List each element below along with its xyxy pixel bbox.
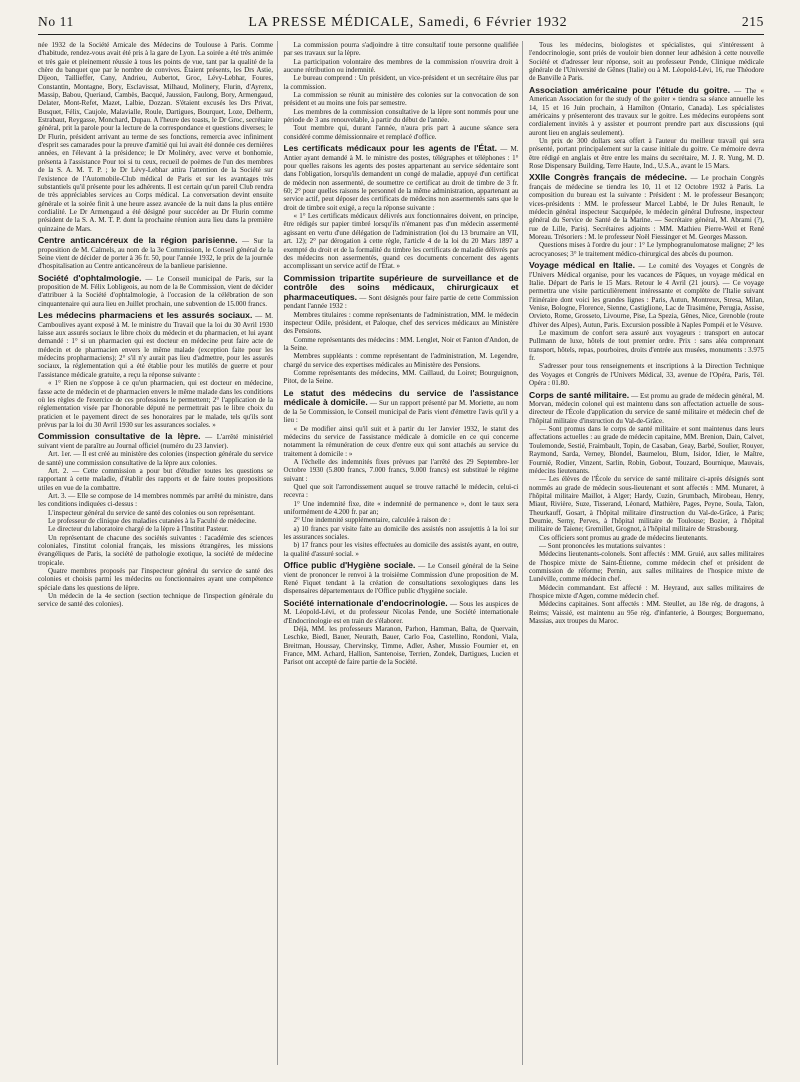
- article-quote: « De modifier ainsi qu'il suit et à partir du 1er Janvier 1932, le statut des médecins du service de l'assistance médicale à domicile en ce qui concerne notamment la rémunération de ceux d'entre eux qui sont attachés au service du traitement à domicile : »: [283, 424, 519, 458]
- article-paragraph: Tout membre qui, durant l'année, n'aura pris part à aucune séance sera considéré comme démissionnaire et remplacé d'office.: [283, 124, 519, 141]
- article-paragraph: 2° Une indemnité supplémentaire, calculée à raison de :: [293, 516, 451, 525]
- article-association-goitre: [529, 86, 764, 171]
- article-paragraph: Questions mises à l'ordre du jour : 1° Le lymphogranulomatose maligne; 2° les acrocyanoses; 3° le traitement médico-chirurgical des abcès du poumon.: [529, 241, 764, 258]
- article-statut-medecins: [284, 389, 519, 558]
- article-body: — Le prochain Congrès français de médecine se tiendra les 10, 11 et 12 Octobre 1932 à Paris. La composition du bureau est la suivante : Président : M. le professeur Besançon; vices-présidents : MM. le professeur Marcel Labbé, le Dr Jules Renault, le médecin général inspecteur Sacquépée, le médecin général Dufresne, inspecteur général du Service de Santé de la Marine. — Secrétaire général, M. Abrami (?), rue de Lille, Paris). Secrétaires adjoints : MM. Mathieu Pierre-Weil et René Moreau. Trésoriers : M. le professeur Noël Fiessinger et M. Georges Masson.: [529, 174, 764, 242]
- article-paragraph: Médecins capitaines. Sont affectés : MM. Steullet, au 18e rég. de dragons, à Reims; Vaissié, est maintenu au 95e rég. d'infanterie, à Bourges; Borguemano, Massias, aux troupes du Maroc.: [529, 600, 764, 626]
- article-paragraph: b) 17 francs pour les visites effectuées au domicile des assistés ayant, en outre, la qualité d'assuré social. »: [283, 541, 519, 558]
- article-voyage-italie: [529, 261, 764, 387]
- article-title: Société internationale d'endocrinologie.: [283, 597, 448, 608]
- article-commission-tripartite: [284, 274, 519, 386]
- article-paragraph: — Sont promus dans le corps de santé militaire et sont maintenus dans leurs affectations actuelles : au grade de médecin capitaine, MM. Brenion, Dain, Calvet, Toulemonde, Sestié, Fraimbault, Topin, de Casaban, Geay, Barbé, Soulier, Rouyer, Raymond, Sarda, Verney, Blondel, Baumelou, Blum, Isidor, Idier, le Maître, Fournié, Rodier, Vinzent, Sarlin, Robin, Gobout, Touzard, Bournique, Mauvais, médecins lieutenants.: [529, 425, 764, 475]
- article-paragraph: Le directeur du laboratoire chargé de la lèpre à l'Institut Pasteur.: [48, 525, 229, 534]
- article-body: — M. Antier ayant demandé à M. le ministre des postes, télégraphes et téléphones : 1° pour quelles raisons les agents des postes appartenant au service sédentaire sont dans l'obligation, lorsqu'ils demandent un congé de maladie, appuyé d'un certificat de médecin non assermenté, de soumettre ce certificat au droit de timbre de 3 fr. 60; 2° pour quelles raisons le personnel de la même administration, appartenant au service actif, peut déposer des certificats de médecins non assermentés sans que le droit de timbre soit exigé, a reçu la réponse suivante :: [283, 145, 519, 212]
- article-title: XXIIe Congrès français de médecine.: [529, 172, 687, 183]
- page-header: [38, 14, 764, 35]
- article-title: Les médecins pharmaciens et les assurés sociaux.: [38, 310, 253, 321]
- article-title: Association américaine pour l'étude du goitre.: [529, 84, 730, 95]
- article-paragraph: Un prix de 300 dollars sera offert à l'auteur du meilleur travail qui sera présenté, portant principalement sur la cause initiale du goitre. Ce mémoire devra être rédigé en anglais et être entre les mains du secrétaire, M. J. R. Yung, M. D. Rose Dispensary Building, Terre Haute, Ind., U.S.A., avant le 15 Mars.: [529, 137, 764, 171]
- article-commission-lepre: [38, 432, 273, 608]
- article-medecins-pharmaciens: [38, 311, 273, 429]
- article-paragraph: Tous les médecins, biologistes et spécialistes, qui s'intéressent à l'endocrinologie, sont priés de vouloir bien donner leur adhésion à cette nouvelle Société et d'adresser leur réponse, soit au professeur Pende, Clinique médicale générale de l'Université de Gênes (Italie) ou à M. Léopold-Lévi, 16, rue Théodore de Banville à Paris.: [529, 41, 764, 83]
- article-paragraph: La participation volontaire des membres de la commission n'ouvrira droit à aucune rétribution ou indemnité.: [283, 57, 519, 75]
- article-quote: « 1° Les certificats médicaux délivrés aux fonctionnaires doivent, en principe, être rédigés sur papier timbré lorsqu'ils n'émanent pas d'un médecin assermenté agissant en vertu d'une délégation de l'administration (loi du 13 brumaire an VII, art. 12); 2° par dérogation à cette règle, l'article 4 de la loi du 20 Mars 1897 a exempté du droit et de la formalité du timbre les certificats de maladie délivrés par des médecins non assermentés, quand ces documents concernent des agents accomplissant un service actif de l'État. »: [283, 212, 519, 271]
- article-paragraph: Un représentant de chacune des sociétés suivantes : l'académie des sciences coloniales, l'institut colonial français, les missions étrangères, les missions évangéliques de Paris, la société de pathologie exotique, la société de médecine tropicale.: [38, 533, 273, 567]
- article-paragraph: Le bureau comprend : Un président, un vice-président et un secrétaire élus par la commission.: [283, 74, 519, 91]
- page-number: 215: [741, 14, 764, 29]
- column-2: [277, 41, 519, 1065]
- article-paragraph: Art. 1er. — Il est créé au ministère des colonies (inspection générale du service de santé) une commission consultative de la lèpre aux colonies.: [38, 450, 273, 467]
- article-paragraph: Quel que soit l'arrondissement auquel se trouve rattaché le médecin, celui-ci recevra :: [283, 483, 519, 500]
- article-body: — Le Conseil municipal de Paris, sur la proposition de M. Félix Lobligeois, au nom de la 8e Commission, vient de décider d'attribuer à la Société d'ophtalmologie, à l'occasion de la célébration de son cinquantenaire qui aura lieu en Juillet prochain, une subvention de 15.000 francs.: [38, 274, 273, 308]
- issue-number: No 11: [38, 14, 74, 29]
- article-paragraph: La commission se réunit au ministère des colonies sur la convocation de son président et au moins une fois par semestre.: [283, 91, 519, 108]
- article-body: — M. Camboulives ayant exposé à M. le ministre du Travail que la loi du 30 Avril 1930 laisse aux assurés sociaux le libre choix du médecin et du pharmacien, et lui ayant demandé : 1° si un pharmacien qui est docteur en médecine peut faire acte de médecin et de pharmacien envers le même malade (exception faite pour les médecins propharmaciens); 2° s'il n'y aurait pas lieu d'admettre, pour les assurés sociaux, la réglementation qui a été établie pour les mutilés de guerre et pour l'assistance médicale gratuite, a reçu la réponse suivante :: [38, 312, 273, 379]
- masthead-title: LA PRESSE MÉDICALE, Samedi, 6 Février 1932: [248, 15, 568, 30]
- column-3: [522, 41, 764, 1065]
- article-body: — Le Conseil général de la Seine vient de prononcer le renvoi à la troisième Commission d'une proposition de M. René Fiquet tendant à la création de consultations sexologiques dans les dispensaires départementaux de l'Office public d'hygiène sociale.: [283, 562, 519, 596]
- column-1: [38, 41, 273, 1065]
- article-title: Commission tripartite supérieure de surveillance et de contrôle des soins médicaux, chirurgicaux et pharmaceutiques.: [283, 272, 519, 302]
- article-paragraph: Le professeur de clinique des maladies cutanées à la Faculté de médecine.: [48, 516, 257, 525]
- article-title: Société d'ophtalmologie.: [38, 272, 142, 283]
- article-paragraph: 1° Une indemnité fixe, dite « indemnité de permanence », dont le taux sera uniformément de 4.200 fr. par an;: [283, 499, 519, 517]
- article-paragraph: L'inspecteur général du service de santé des colonies ou son représentant.: [48, 508, 255, 517]
- article-title: Office public d'Hygiène sociale.: [283, 560, 416, 571]
- article-title: Le statut des médecins du service de l'assistance médicale à domicile.: [283, 387, 519, 408]
- article-paragraph: Comme représentants des médecins : MM. Lenglet, Noir et Fanton d'Andon, de la Seine.: [283, 335, 519, 353]
- article-paragraph: Art. 2. — Cette commission a pour but d'étudier toutes les questions se rapportant à cette maladie, d'établir des rapports et de faire toutes propositions utiles en vue de la combattre.: [38, 466, 273, 492]
- article-paragraph: Déjà, MM. les professeurs Maranon, Parhon, Hamman, Balta, de Quervain, Leschke, Biedl, Bauer, Neurath, Bauer, Carlo Foa, Castellino, Rondoni, Viala, Breitman, Houssay, Chervinsky, Timme, Adler, Asher, Mussio Fournier et, en France, MM. Achard, Hallion, Santenoise, Terrien, Zondek, Dartigues, Lucien et Parisot ont accepté de faire partie de la Société.: [283, 625, 519, 667]
- article-title: Voyage médical en Italie.: [529, 260, 635, 271]
- article-paragraph: — Les élèves de l'École du service de santé militaire ci-après désignés sont nommés au grade de médecin sous-lieutenant et sont affectés : MM. Munaret, à l'hôpital militaire Maillot, à Alger; Hardy, Cuzin, Grumbach, Mirobeau, Henry, Miaut, Rivière, Suze, Tisserand, Léonard, Mathière, Pages, Peyne, Soula, Talon, Theurkauff, Gosart, à l'hôpital militaire d'instruction du Val-de-Grâce, à Paris; Deumie, Serny, Perves, à l'hôpital militaire de Toulouse; Bozier, à l'hôpital militaire de Taiene; Gremillet, Grognot, à l'hôpital militaire de Strasbourg.: [529, 475, 764, 534]
- article-paragraph: A l'échelle des indemnités fixes prévues par l'arrêté des 29 Septembre-1er Octobre 1930 (5.800 francs, 7.000 francs, 9.000 francs) est substitué le régime suivant :: [283, 458, 519, 483]
- article-quote: « 1° Rien ne s'oppose à ce qu'un pharmacien, qui est docteur en médecine, fasse acte de médecin et de pharmacien envers le même malade dans les conditions où les règles de l'exercice de ces professions le permettent; 2° l'application de la réglementation visée par l'honorable député ne permettrait pas le libre choix du praticien et le payement direct de ses honoraires par le malade, tels qu'ils sont prévus par la loi du 30 Avril 1930 sur les assurances sociales. »: [38, 379, 273, 429]
- article-paragraph: Quatre membres proposés par l'inspecteur général du service de santé des colonies et choisis parmi les médecins ou fonctionnaires ayant une compétence spéciale dans les questions de lèpre.: [38, 566, 273, 592]
- article-paragraph: La commission pourra s'adjoindre à titre consultatif toute personne qualifiée par ses travaux sur la lèpre.: [283, 41, 519, 58]
- article-paragraph: Art. 3. — Elle se compose de 14 membres nommés par arrêté du ministre, dans les conditions indiquées ci-dessus :: [38, 491, 273, 509]
- article-societe-ophtalmologie: [38, 274, 273, 309]
- article-paragraph: Les membres de la commission consultative de la lèpre sont nommés pour une période de 3 ans renouvelable, à partir du début de l'année.: [283, 107, 519, 125]
- article-societe-endocrinologie: [284, 599, 519, 667]
- article-centre-anticancereux: [38, 236, 273, 271]
- article-paragraph: Médecin commandant. Est affecté : M. Heyraud, aux salles militaires de l'hospice mixte d'Agen, comme médecin chef.: [529, 583, 764, 600]
- article-title: Les certificats médicaux pour les agents de l'État.: [283, 143, 498, 154]
- article-paragraph: — Sont prononcées les mutations suivantes :: [539, 541, 666, 550]
- article-body: — L'arrêté ministériel suivant vient de paraître au Journal officiel (numéro du 23 Janvier).: [38, 433, 273, 450]
- article-body: — Sous les auspices de M. Léopold-Lévi, et du professeur Nicolas Pende, une Société internationale d'Endocrinologie est en train de s'élaborer.: [283, 599, 519, 625]
- article-paragraph: Membres titulaires : comme représentants de l'administration, MM. le médecin inspecteur Odile, président, et Paloque, chef des services médicaux au Ministère des Pensions.: [283, 310, 519, 336]
- article-paragraph: Membres suppléants : comme représentant de l'administration, M. Legendre, chargé du service des expertises médicales au Ministère des Pensions.: [283, 352, 519, 369]
- article-paragraph: Comme représentants des médecins, MM. Caillaud, du Loiret; Bourguignon, Pitot, de la Seine.: [283, 369, 519, 386]
- article-body: — Est promu au grade de médecin général, M. Morvan, médecin colonel qui est maintenu dans son affectation actuelle de sous-directeur de l'École d'application du service de santé militaire et médecin chef de l'hôpital militaire d'instruction du Val-de-Grâce.: [529, 391, 764, 425]
- article-paragraph: Le maximum de confort sera assuré aux voyageurs : transport en autocar Pullmann de luxe, hôtels de tout premier ordre. Prix : sans aléa comprenant transport, hôtels, repas, pourboires, droits d'entrée aux musées, monuments : 3.975 fr.: [529, 329, 764, 363]
- article-body: — Le comité des Voyages et Congrès de l'Univers Médical organise, pour les vacances de Pâques, un voyage médical en Italie. Départ de Paris le 15 Mars. Retour le 4 Avril (21 jours). — Ce voyage permettra une visite particulièrement intéressante et complète de l'Italie suivant l'itinéraire dont voici les grandes lignes : Paris, Autun, Montreux, Stresa, Milan, Venise, Bologne, Florence, Sienne, Castiglione, Lac de Trasimène, Perugia, Assise, Orvieto, Rome, Grosseto, Livourne, Pise, La Spezia, Gênes, Nice, Grenoble (route d'hiver des Alpes), Autun, Paris. Excursion possible à Naples Pompéi et le Vésuve.: [529, 262, 764, 329]
- article-paragraph: a) 10 francs par visite faite au domicile des assistés non assujettis à la loi sur les assurances sociales.: [283, 524, 519, 542]
- article-paragraph: Un médecin de la 4e section (section technique de l'inspection générale du service de santé des colonies).: [38, 592, 273, 609]
- article-title: Corps de santé militaire.: [529, 389, 630, 400]
- article-body: — Sur la proposition de M. Calmels, au nom de la 3e Commission, le Conseil général de la Seine vient de décider de porter à 36 fr. 50, pour l'année 1932, le prix de la journée d'hospitalisation au Centre anticancéreux de la banlieue parisienne.: [38, 236, 273, 271]
- article-paragraph: Ces officiers sont promus au grade de médecins lieutenants.: [539, 533, 708, 542]
- article-certificats-medicaux: [284, 144, 519, 270]
- newspaper-page: [38, 14, 764, 1070]
- article-congres-medecine: [529, 173, 764, 258]
- article-paragraph: Médecins lieutenants-colonels. Sont affectés : MM. Gruié, aux salles militaires de l'hospice mixte de Saint-Étienne, comme médecin chef et président de commission de réforme; Pernin, aux salles militaires de l'hospice mixte de Lunéville, comme médecin chef.: [529, 550, 764, 584]
- article-body: — Sont désignés pour faire partie de cette Commission pendant l'année 1932 :: [283, 293, 519, 311]
- article-body: — The « American Association for the study of the goiter » tiendra sa séance annuelle les 14, 15 et 16 Juin prochain, à Hamilton (Ontario, Canada). Les spécialistes américains y présenteront des travaux sur le goitre. Les médecins européens sont cordialement invités à y assister et pourront prendre part aux discussions (qui auront lieu en anglais seulement).: [529, 86, 764, 137]
- article-body: — Sur un rapport présenté par M. Moriette, au nom de la 5e Commission, le Conseil municipal de Paris vient d'émettre l'avis qu'il y a lieu :: [283, 399, 519, 425]
- article-title: Centre anticancéreux de la région parisienne.: [38, 234, 238, 245]
- article-text: née 1932 de la Société Amicale des Médecins de Toulouse à Paris. Comme d'habitude, rendez-vous avait été pris à la gare de Lyon. La soirée a été très animée et très gaie et pleinement réussie à tous les points de vue, tant par la qualité de la chère du banquet que par le nombre de convives. Étaient présents, les Drs Astie, Dijeon, Taillieffer, Cany, Andrieu, Aubertot, Groc, Lévy-Lebhar, Foures, Constantin, Montagne, Bory, Esclavissat, Milhaud, Molinery, Flurin, d'Ayrenx, Massip, Babou, Queriaud, Cambès, Bacqué, Jaussion, Faulong, Bory, Armengaud, Delater, Mont-Refet, Mazet, Lalbie, Dozzan. S'étaient excusés les Drs Privat, Busquet, Félix, Caujole, Malavialle, Roule, Dartigues, Bourquet, Loze, Delherm, Estrabaut, Reygasse, Monchard, Dupau. A l'heure des toasts, le Dr Groc, secrétaire général, prit la parole pour la lecture de la correspondance et questions diverses; le Dr Flurin, président arrivant au terme de ses fonctions, remercia avec infiniment d'esprit ses camarades pour la preuve d'amitié qui lui avait été donnée ces dernières années, en l'élevant à la présidence; le Dr Molinéry, avec verve et bonhomie, présenta à l'assistance Pour toi si tu ceux, recueil de poèmes de l'un des membres de la S. A. M. T. P. ; le Dr Lévy-Lebhar attira l'attention de la Société sur l'existence de l'Automobile-Club médical de Paris et sur les avantages très substantiels qu'il présente pour les adhérents. Il est certain qu'un pareil Club rendra de très appréciables services au Corps médical. La conversation devint ensuite générale et la soirée finit à une heure assez avancée de la nuit dans la plus entière cordialité. Le Dr Armengaud a été désigné pour succéder au Dr Flurin comme président de la S. A. M. T. P. dont la prochaine réunion aura lieu dans la première quinzaine de Mars.: [38, 41, 273, 233]
- article-title: Commission consultative de la lèpre.: [38, 431, 201, 442]
- article-office-hygiene: [284, 561, 519, 596]
- columns: [38, 41, 764, 1065]
- article-paragraph: S'adresser pour tous renseignements et inscriptions à la Direction Technique des Voyages et Congrès de l'Univers Médical, 33, avenue de l'Opéra, Paris, Tél. Opéra : 01.80.: [529, 362, 764, 388]
- article-corps-sante-militaire: [529, 391, 764, 626]
